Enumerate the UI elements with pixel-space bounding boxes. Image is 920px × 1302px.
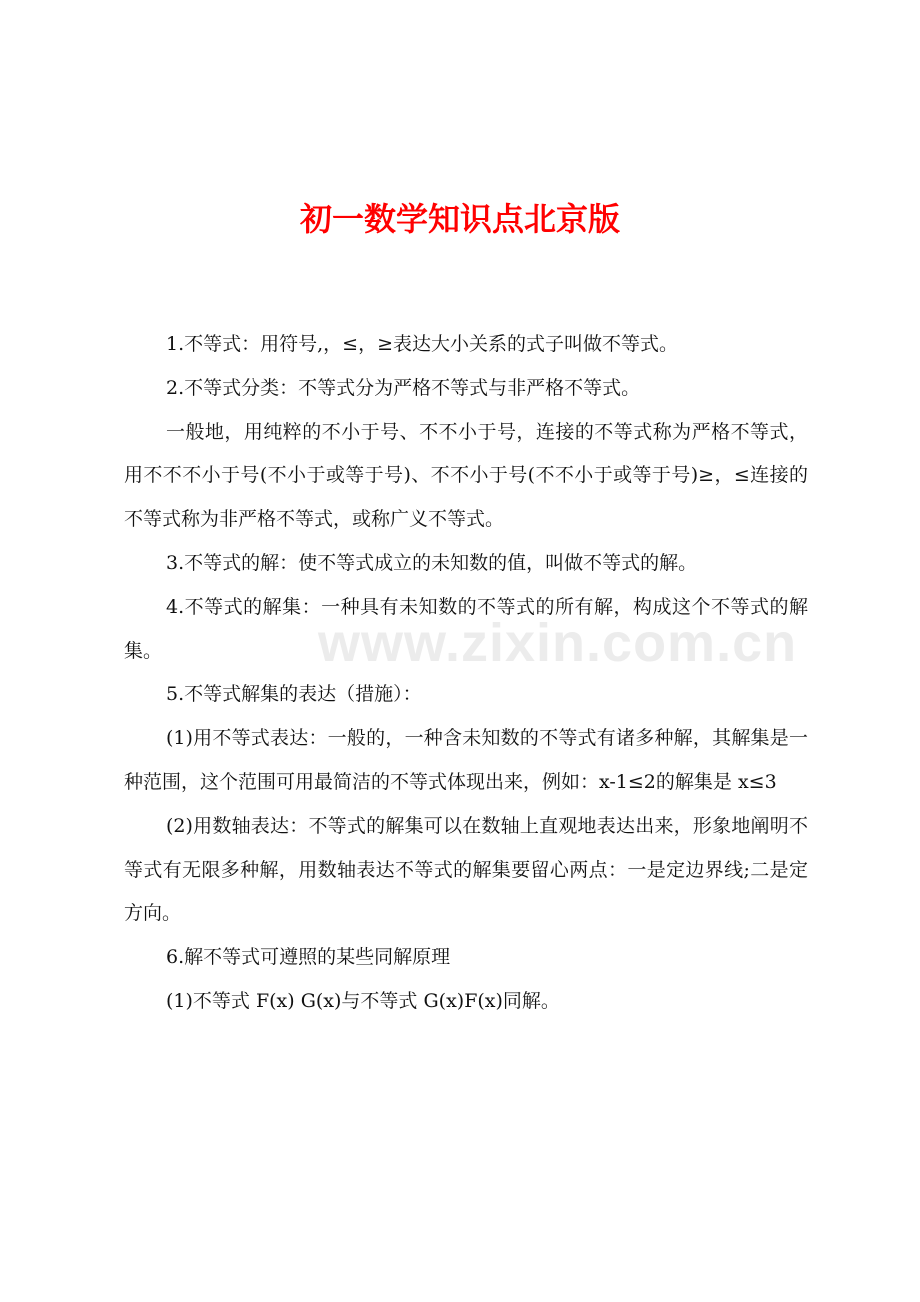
paragraph-2: 2.不等式分类：不等式分为严格不等式与非严格不等式。: [166, 376, 641, 399]
paragraph-1: 1.不等式：用符号,，≤，≥表达大小关系的式子叫做不等式。: [166, 333, 679, 355]
paragraph-4: 3.不等式的解：使不等式成立的未知数的值，叫做不等式的解。: [166, 551, 698, 574]
paragraph-7: (1)用不等式表达：一般的，一种含未知数的不等式有诸多种解，其解集是一种范围，这个范围可用最简洁的不等式体现出来，例如：x-1≤2的解集是 x≤3: [124, 727, 808, 793]
document-title: 初一数学知识点北京版: [299, 200, 620, 238]
paragraph-8: (2)用数轴表达：不等式的解集可以在数轴上直观地表达出来，形象地阐明不等式有无限多种解，用数轴表达不等式的解集要留心两点：一是定边界线;二是定方向。: [124, 814, 808, 925]
paragraph-3: 一般地，用纯粹的不小于号、不不小于号，连接的不等式称为严格不等式，用不不不小于号(不小于或等于号)、不不小于号(不不小于或等于号)≥，≤连接的不等式称为非严格不等式，或称广义不等式。: [124, 420, 808, 531]
paragraph-5: 4.不等式的解集：一种具有未知数的不等式的所有解，构成这个不等式的解集。: [124, 595, 808, 662]
watermark: www.zixin.com.cn: [318, 613, 798, 673]
paragraph-6: 5.不等式解集的表达（措施）：: [166, 683, 422, 706]
document-body: [124, 323, 808, 1024]
paragraph-10: (1)不等式 F(x) G(x)与不等式 G(x)F(x)同解。: [166, 989, 560, 1012]
paragraph-9: 6.解不等式可遵照的某些同解原理: [166, 946, 451, 969]
